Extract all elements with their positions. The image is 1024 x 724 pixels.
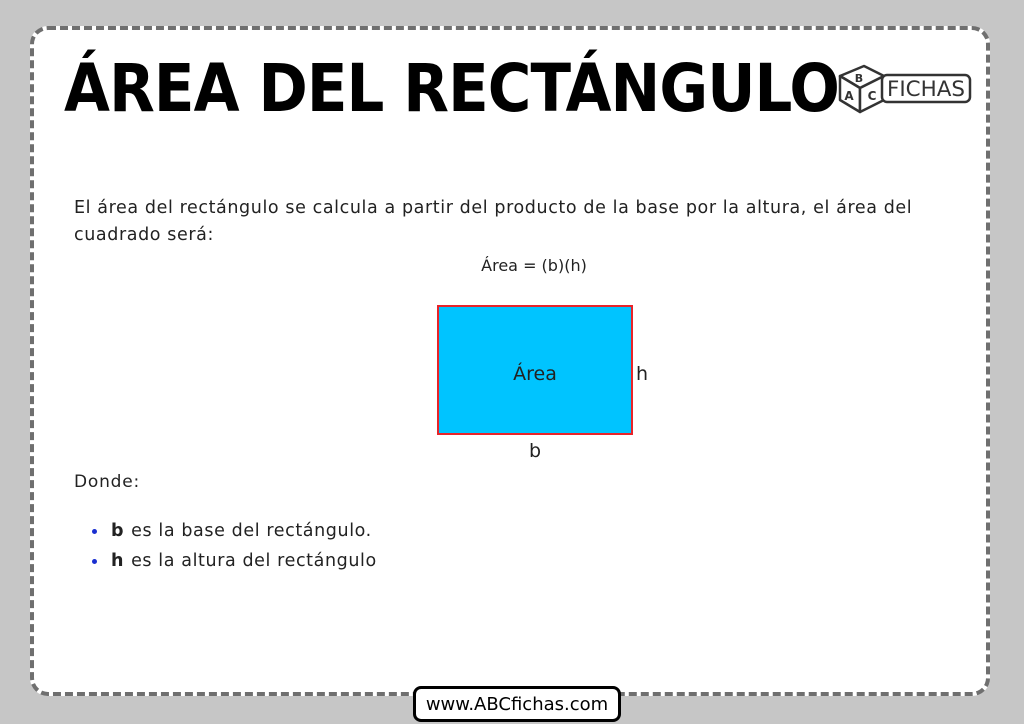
bullet-icon — [92, 559, 97, 564]
rectangle-diagram — [424, 296, 664, 466]
list-item — [92, 546, 377, 576]
area-label: Área — [513, 363, 557, 385]
abcfichas-logo — [834, 58, 974, 120]
logo-text: FICHAS — [887, 77, 965, 101]
definition-text: es la base del rectángulo. — [131, 521, 372, 541]
page-title: ÁREA DEL RECTÁNGULO — [64, 50, 839, 127]
explanation-text: El área del rectángulo se calcula a partir del producto de la base por la altura, el área del cuadrado será: — [74, 198, 913, 245]
definition-text: es la altura del rectángulo — [131, 551, 377, 571]
height-label: h — [636, 363, 649, 385]
bullet-icon — [92, 529, 97, 534]
base-label: b — [528, 440, 542, 462]
cube-letter-c: C — [867, 89, 877, 103]
footer-url[interactable]: www.ABCfichas.com — [413, 686, 621, 722]
list-item — [92, 516, 377, 546]
area-formula: Área = (b)(h) — [481, 256, 587, 275]
cube-letter-a: A — [844, 89, 854, 103]
definition-symbol: b — [111, 521, 125, 541]
definitions-list — [92, 516, 377, 576]
cube-letter-b: B — [854, 72, 864, 85]
definition-symbol: h — [111, 551, 125, 571]
worksheet-card — [30, 26, 990, 696]
donde-label: Donde: — [74, 472, 141, 492]
